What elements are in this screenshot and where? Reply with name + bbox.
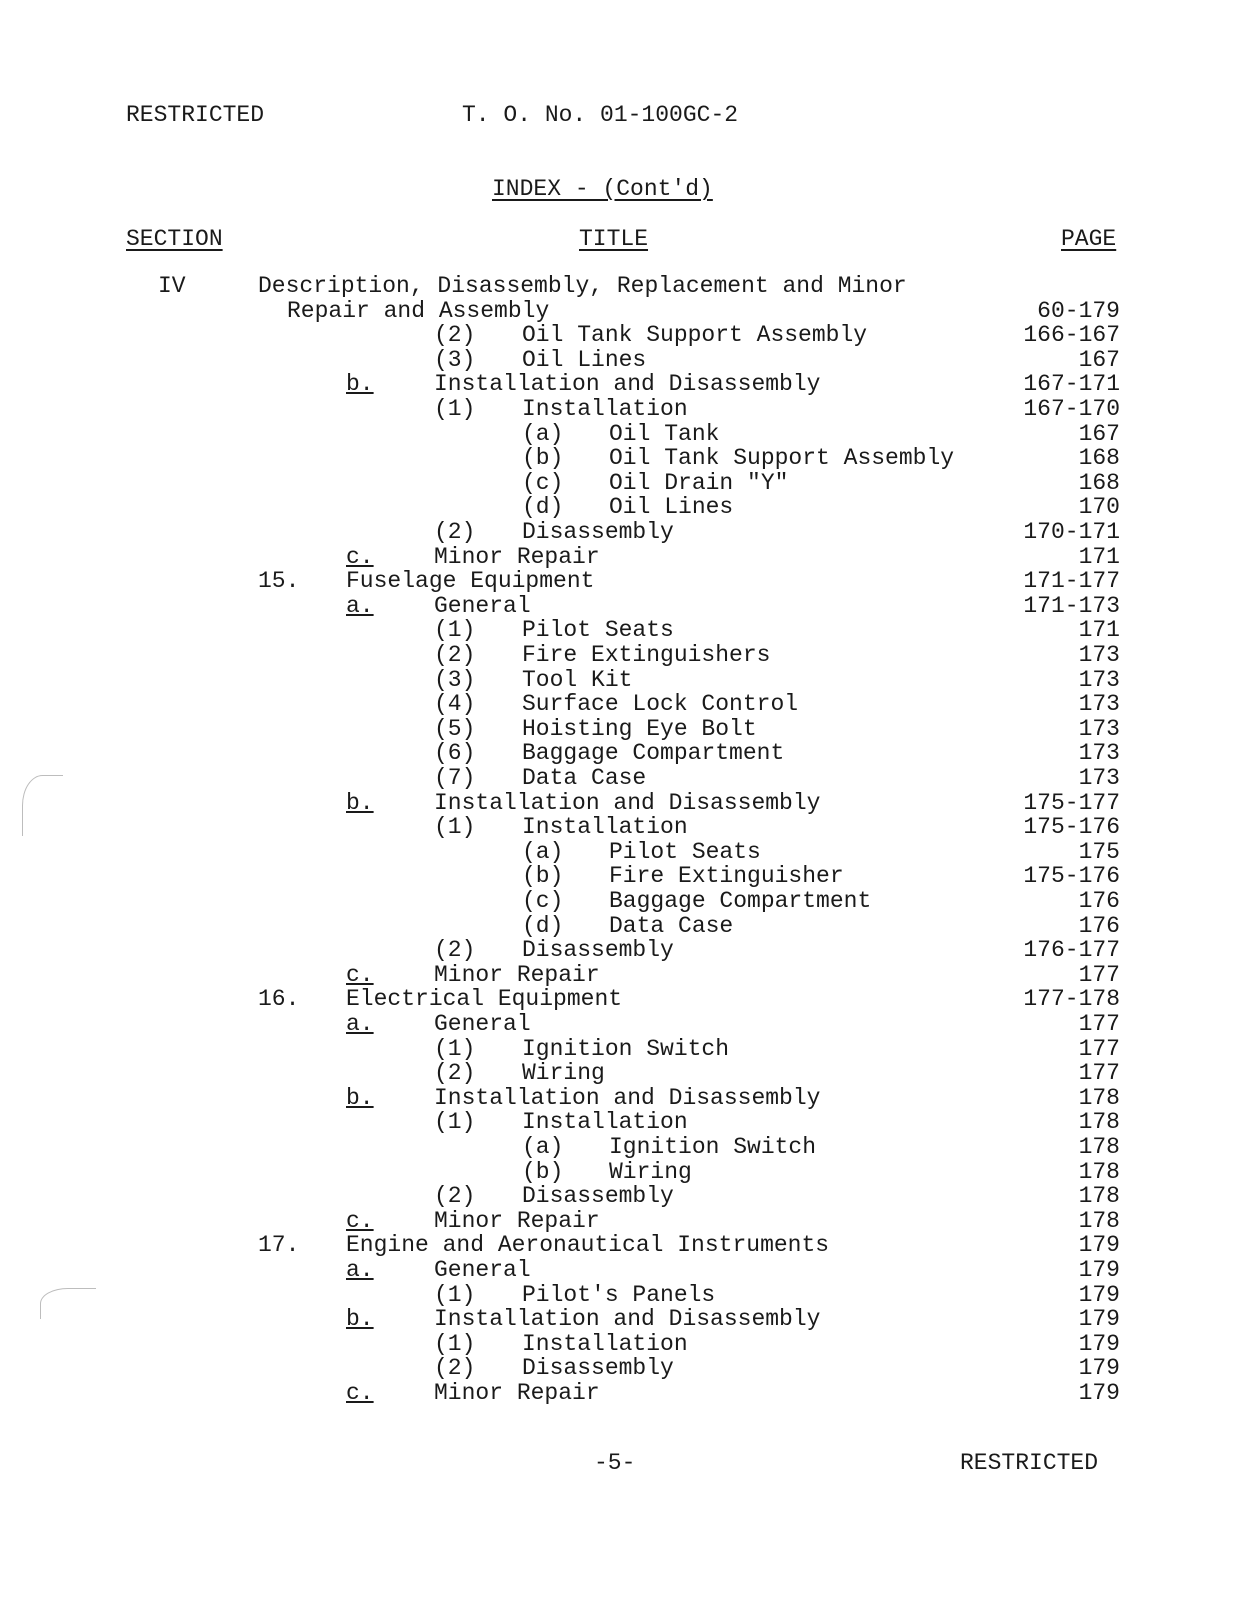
entry-marker: (a) bbox=[522, 1134, 564, 1160]
entry-page: 167 bbox=[1078, 420, 1120, 447]
entry-marker: c. bbox=[346, 1380, 374, 1406]
column-header-page: PAGE bbox=[1061, 226, 1117, 252]
entry-title: Tool Kit bbox=[522, 666, 633, 693]
entry-marker: (2) bbox=[434, 322, 476, 349]
entry-marker: (c) bbox=[522, 888, 564, 914]
index-entry bbox=[0, 938, 1248, 963]
entry-title: Fire Extinguisher bbox=[609, 863, 844, 890]
index-entry bbox=[0, 815, 1248, 840]
entry-marker: (1) bbox=[434, 1281, 476, 1308]
entry-marker: (2) bbox=[434, 519, 476, 545]
entry-page: 175-177 bbox=[1023, 789, 1120, 816]
entry-title: Electrical Equipment bbox=[346, 986, 623, 1013]
entry-title: Installation bbox=[522, 1109, 688, 1136]
index-entry bbox=[0, 397, 1248, 422]
column-header-title: TITLE bbox=[579, 226, 649, 252]
entry-page: 173 bbox=[1078, 691, 1120, 718]
entry-page: 179 bbox=[1078, 1355, 1120, 1382]
entry-page: 178 bbox=[1078, 1084, 1120, 1111]
entry-marker: (1) bbox=[434, 814, 476, 841]
entry-title: Engine and Aeronautical Instruments bbox=[346, 1232, 830, 1259]
entry-title: Installation and Disassembly bbox=[434, 1306, 821, 1333]
index-entry bbox=[0, 840, 1248, 865]
entry-title: Installation bbox=[522, 1330, 688, 1357]
index-entry bbox=[0, 914, 1248, 939]
entry-marker: 17. bbox=[258, 1232, 300, 1259]
entry-title: Installation bbox=[522, 814, 688, 841]
entry-page: 179 bbox=[1078, 1306, 1120, 1333]
index-entry bbox=[0, 1258, 1248, 1283]
entry-marker: (2) bbox=[434, 1183, 476, 1210]
index-entry bbox=[0, 717, 1248, 742]
entry-title: Repair and Assembly bbox=[287, 297, 550, 324]
entry-marker: (b) bbox=[522, 445, 564, 472]
page-number: -5- bbox=[594, 1450, 636, 1476]
entry-page: 173 bbox=[1078, 740, 1120, 767]
entry-page: 179 bbox=[1078, 1380, 1120, 1406]
index-entry bbox=[0, 987, 1248, 1012]
entry-title: Oil Lines bbox=[609, 494, 734, 521]
entry-page: 175-176 bbox=[1023, 814, 1120, 841]
entry-title: Disassembly bbox=[522, 1183, 674, 1210]
entry-page: 179 bbox=[1078, 1257, 1120, 1283]
index-entry bbox=[0, 1086, 1248, 1111]
entry-title: Wiring bbox=[609, 1158, 692, 1185]
entry-title: Surface Lock Control bbox=[522, 691, 799, 718]
index-entry bbox=[0, 1209, 1248, 1234]
entry-marker: c. bbox=[346, 543, 374, 570]
entry-marker: (7) bbox=[434, 765, 476, 791]
entry-marker: (1) bbox=[434, 1330, 476, 1357]
entry-page: 173 bbox=[1078, 715, 1120, 742]
index-entry bbox=[0, 471, 1248, 496]
entry-marker: 15. bbox=[258, 568, 300, 595]
entry-marker: a. bbox=[346, 1257, 374, 1283]
entry-page: 178 bbox=[1078, 1109, 1120, 1136]
entry-page: 177 bbox=[1078, 961, 1120, 988]
entry-title: Hoisting Eye Bolt bbox=[522, 715, 757, 742]
entry-title: Oil Lines bbox=[522, 346, 647, 373]
index-entry bbox=[0, 1184, 1248, 1209]
entry-marker: (1) bbox=[434, 617, 476, 644]
entry-marker: (a) bbox=[522, 420, 564, 447]
entry-title: Installation and Disassembly bbox=[434, 1084, 821, 1111]
entry-page: 168 bbox=[1078, 469, 1120, 496]
column-header-section: SECTION bbox=[126, 226, 223, 252]
entry-title: Pilot's Panels bbox=[522, 1281, 716, 1308]
entry-page: 170-171 bbox=[1023, 519, 1120, 545]
entry-page: 176-177 bbox=[1023, 937, 1120, 964]
entry-title: Pilot Seats bbox=[522, 617, 674, 644]
index-entry bbox=[0, 766, 1248, 791]
doc-number: T. O. No. 01-100GC-2 bbox=[462, 102, 739, 128]
entry-page: 167-170 bbox=[1023, 396, 1120, 422]
index-entry bbox=[0, 1160, 1248, 1185]
index-entry bbox=[0, 1307, 1248, 1332]
punch-hole-mark bbox=[22, 775, 63, 836]
index-entry bbox=[0, 446, 1248, 471]
index-entry bbox=[0, 1356, 1248, 1381]
entry-marker: 16. bbox=[258, 986, 300, 1013]
entry-page: 171 bbox=[1078, 617, 1120, 644]
entry-page: 179 bbox=[1078, 1281, 1120, 1308]
entry-title: Installation and Disassembly bbox=[434, 371, 821, 398]
entry-marker: a. bbox=[346, 592, 374, 619]
entry-title: Minor Repair bbox=[434, 543, 600, 570]
entry-page: 175-176 bbox=[1023, 863, 1120, 890]
entry-marker: b. bbox=[346, 371, 374, 398]
index-entry bbox=[0, 348, 1248, 373]
index-entry bbox=[0, 1332, 1248, 1357]
entry-title: General bbox=[434, 592, 531, 619]
entry-page: 173 bbox=[1078, 666, 1120, 693]
entry-page: 178 bbox=[1078, 1134, 1120, 1160]
index-title: INDEX - (Cont'd) bbox=[492, 176, 713, 202]
entry-title: Disassembly bbox=[522, 937, 674, 964]
entry-page: 170 bbox=[1078, 494, 1120, 521]
index-entry bbox=[0, 1381, 1248, 1406]
entry-title: Pilot Seats bbox=[609, 838, 761, 865]
entry-marker: (2) bbox=[434, 642, 476, 668]
index-entry bbox=[0, 618, 1248, 643]
entry-title: Description, Disassembly, Replacement and Minor bbox=[258, 273, 907, 299]
classification-footer: RESTRICTED bbox=[960, 1450, 1099, 1476]
entry-page: 176 bbox=[1078, 912, 1120, 939]
punch-hole-mark bbox=[40, 1288, 96, 1319]
index-entry bbox=[0, 520, 1248, 545]
entry-page: 177-178 bbox=[1023, 986, 1120, 1013]
entry-marker: (c) bbox=[522, 469, 564, 496]
entry-title: Installation bbox=[522, 396, 688, 422]
entry-title: Ignition Switch bbox=[609, 1134, 817, 1160]
index-entry bbox=[0, 1135, 1248, 1160]
index-entry bbox=[0, 963, 1248, 988]
entry-marker: (4) bbox=[434, 691, 476, 718]
entry-title: Oil Tank bbox=[609, 420, 720, 447]
entry-marker: b. bbox=[346, 1084, 374, 1111]
index-entry bbox=[0, 422, 1248, 447]
entry-marker: (1) bbox=[434, 1109, 476, 1136]
entry-marker: a. bbox=[346, 1011, 374, 1037]
index-entry bbox=[0, 1061, 1248, 1086]
entry-title: Minor Repair bbox=[434, 1207, 600, 1234]
entry-title: Fuselage Equipment bbox=[346, 568, 595, 595]
entry-marker: (1) bbox=[434, 396, 476, 422]
entry-page: 166-167 bbox=[1023, 322, 1120, 349]
entry-marker: (d) bbox=[522, 494, 564, 521]
entry-title: Wiring bbox=[522, 1060, 605, 1087]
index-entry bbox=[0, 1233, 1248, 1258]
entry-title: General bbox=[434, 1011, 531, 1037]
index-entry bbox=[0, 545, 1248, 570]
index-entry bbox=[0, 791, 1248, 816]
index-entry bbox=[0, 1037, 1248, 1062]
index-entry bbox=[0, 372, 1248, 397]
entry-page: 60-179 bbox=[1037, 297, 1120, 324]
index-entry bbox=[0, 594, 1248, 619]
entry-title: Disassembly bbox=[522, 1355, 674, 1382]
entry-title: Minor Repair bbox=[434, 1380, 600, 1406]
entry-marker: c. bbox=[346, 961, 374, 988]
index-entry bbox=[0, 495, 1248, 520]
entry-marker: b. bbox=[346, 789, 374, 816]
entry-page: 171-177 bbox=[1023, 568, 1120, 595]
entry-title: Disassembly bbox=[522, 519, 674, 545]
entry-title: Installation and Disassembly bbox=[434, 789, 821, 816]
entry-marker: (1) bbox=[434, 1035, 476, 1062]
section-number: IV bbox=[158, 273, 186, 299]
entry-marker: b. bbox=[346, 1306, 374, 1333]
index-entry bbox=[0, 668, 1248, 693]
entry-marker: (b) bbox=[522, 863, 564, 890]
entry-page: 173 bbox=[1078, 642, 1120, 668]
entry-page: 179 bbox=[1078, 1232, 1120, 1259]
entry-title: Oil Tank Support Assembly bbox=[609, 445, 955, 472]
entry-marker: (2) bbox=[434, 1060, 476, 1087]
entry-title: Fire Extinguishers bbox=[522, 642, 771, 668]
entry-page: 178 bbox=[1078, 1207, 1120, 1234]
entry-marker: (2) bbox=[434, 937, 476, 964]
index-entry bbox=[0, 643, 1248, 668]
entry-page: 171 bbox=[1078, 543, 1120, 570]
entry-page: 178 bbox=[1078, 1183, 1120, 1210]
entry-title: Data Case bbox=[609, 912, 734, 939]
entry-page: 177 bbox=[1078, 1035, 1120, 1062]
entry-page: 167 bbox=[1078, 346, 1120, 373]
entry-title: Minor Repair bbox=[434, 961, 600, 988]
entry-page: 177 bbox=[1078, 1011, 1120, 1037]
index-entry bbox=[0, 1283, 1248, 1308]
index-entry bbox=[0, 323, 1248, 348]
entry-marker: (2) bbox=[434, 1355, 476, 1382]
entry-marker: c. bbox=[346, 1207, 374, 1234]
entry-title: Baggage Compartment bbox=[522, 740, 785, 767]
entry-title: Oil Drain "Y" bbox=[609, 469, 789, 496]
classification-header: RESTRICTED bbox=[126, 102, 265, 128]
entry-marker: (6) bbox=[434, 740, 476, 767]
index-entry bbox=[0, 1012, 1248, 1037]
entry-marker: (5) bbox=[434, 715, 476, 742]
index-entry bbox=[0, 741, 1248, 766]
index-entry bbox=[0, 274, 1248, 299]
entry-title: Ignition Switch bbox=[522, 1035, 730, 1062]
entry-page: 175 bbox=[1078, 838, 1120, 865]
entry-marker: (3) bbox=[434, 346, 476, 373]
entry-marker: (a) bbox=[522, 838, 564, 865]
entry-page: 176 bbox=[1078, 888, 1120, 914]
index-entry bbox=[0, 569, 1248, 594]
entry-page: 167-171 bbox=[1023, 371, 1120, 398]
index-entry bbox=[0, 299, 1248, 324]
entry-page: 168 bbox=[1078, 445, 1120, 472]
entry-page: 177 bbox=[1078, 1060, 1120, 1087]
index-entry bbox=[0, 1110, 1248, 1135]
entry-title: General bbox=[434, 1257, 531, 1283]
entry-marker: (d) bbox=[522, 912, 564, 939]
entry-title: Baggage Compartment bbox=[609, 888, 872, 914]
entry-page: 173 bbox=[1078, 765, 1120, 791]
entry-page: 171-173 bbox=[1023, 592, 1120, 619]
entry-marker: (b) bbox=[522, 1158, 564, 1185]
index-entry bbox=[0, 889, 1248, 914]
index-entry bbox=[0, 692, 1248, 717]
entry-title: Data Case bbox=[522, 765, 647, 791]
entry-title: Oil Tank Support Assembly bbox=[522, 322, 868, 349]
entry-page: 179 bbox=[1078, 1330, 1120, 1357]
entry-marker: (3) bbox=[434, 666, 476, 693]
index-entry bbox=[0, 864, 1248, 889]
entry-page: 178 bbox=[1078, 1158, 1120, 1185]
